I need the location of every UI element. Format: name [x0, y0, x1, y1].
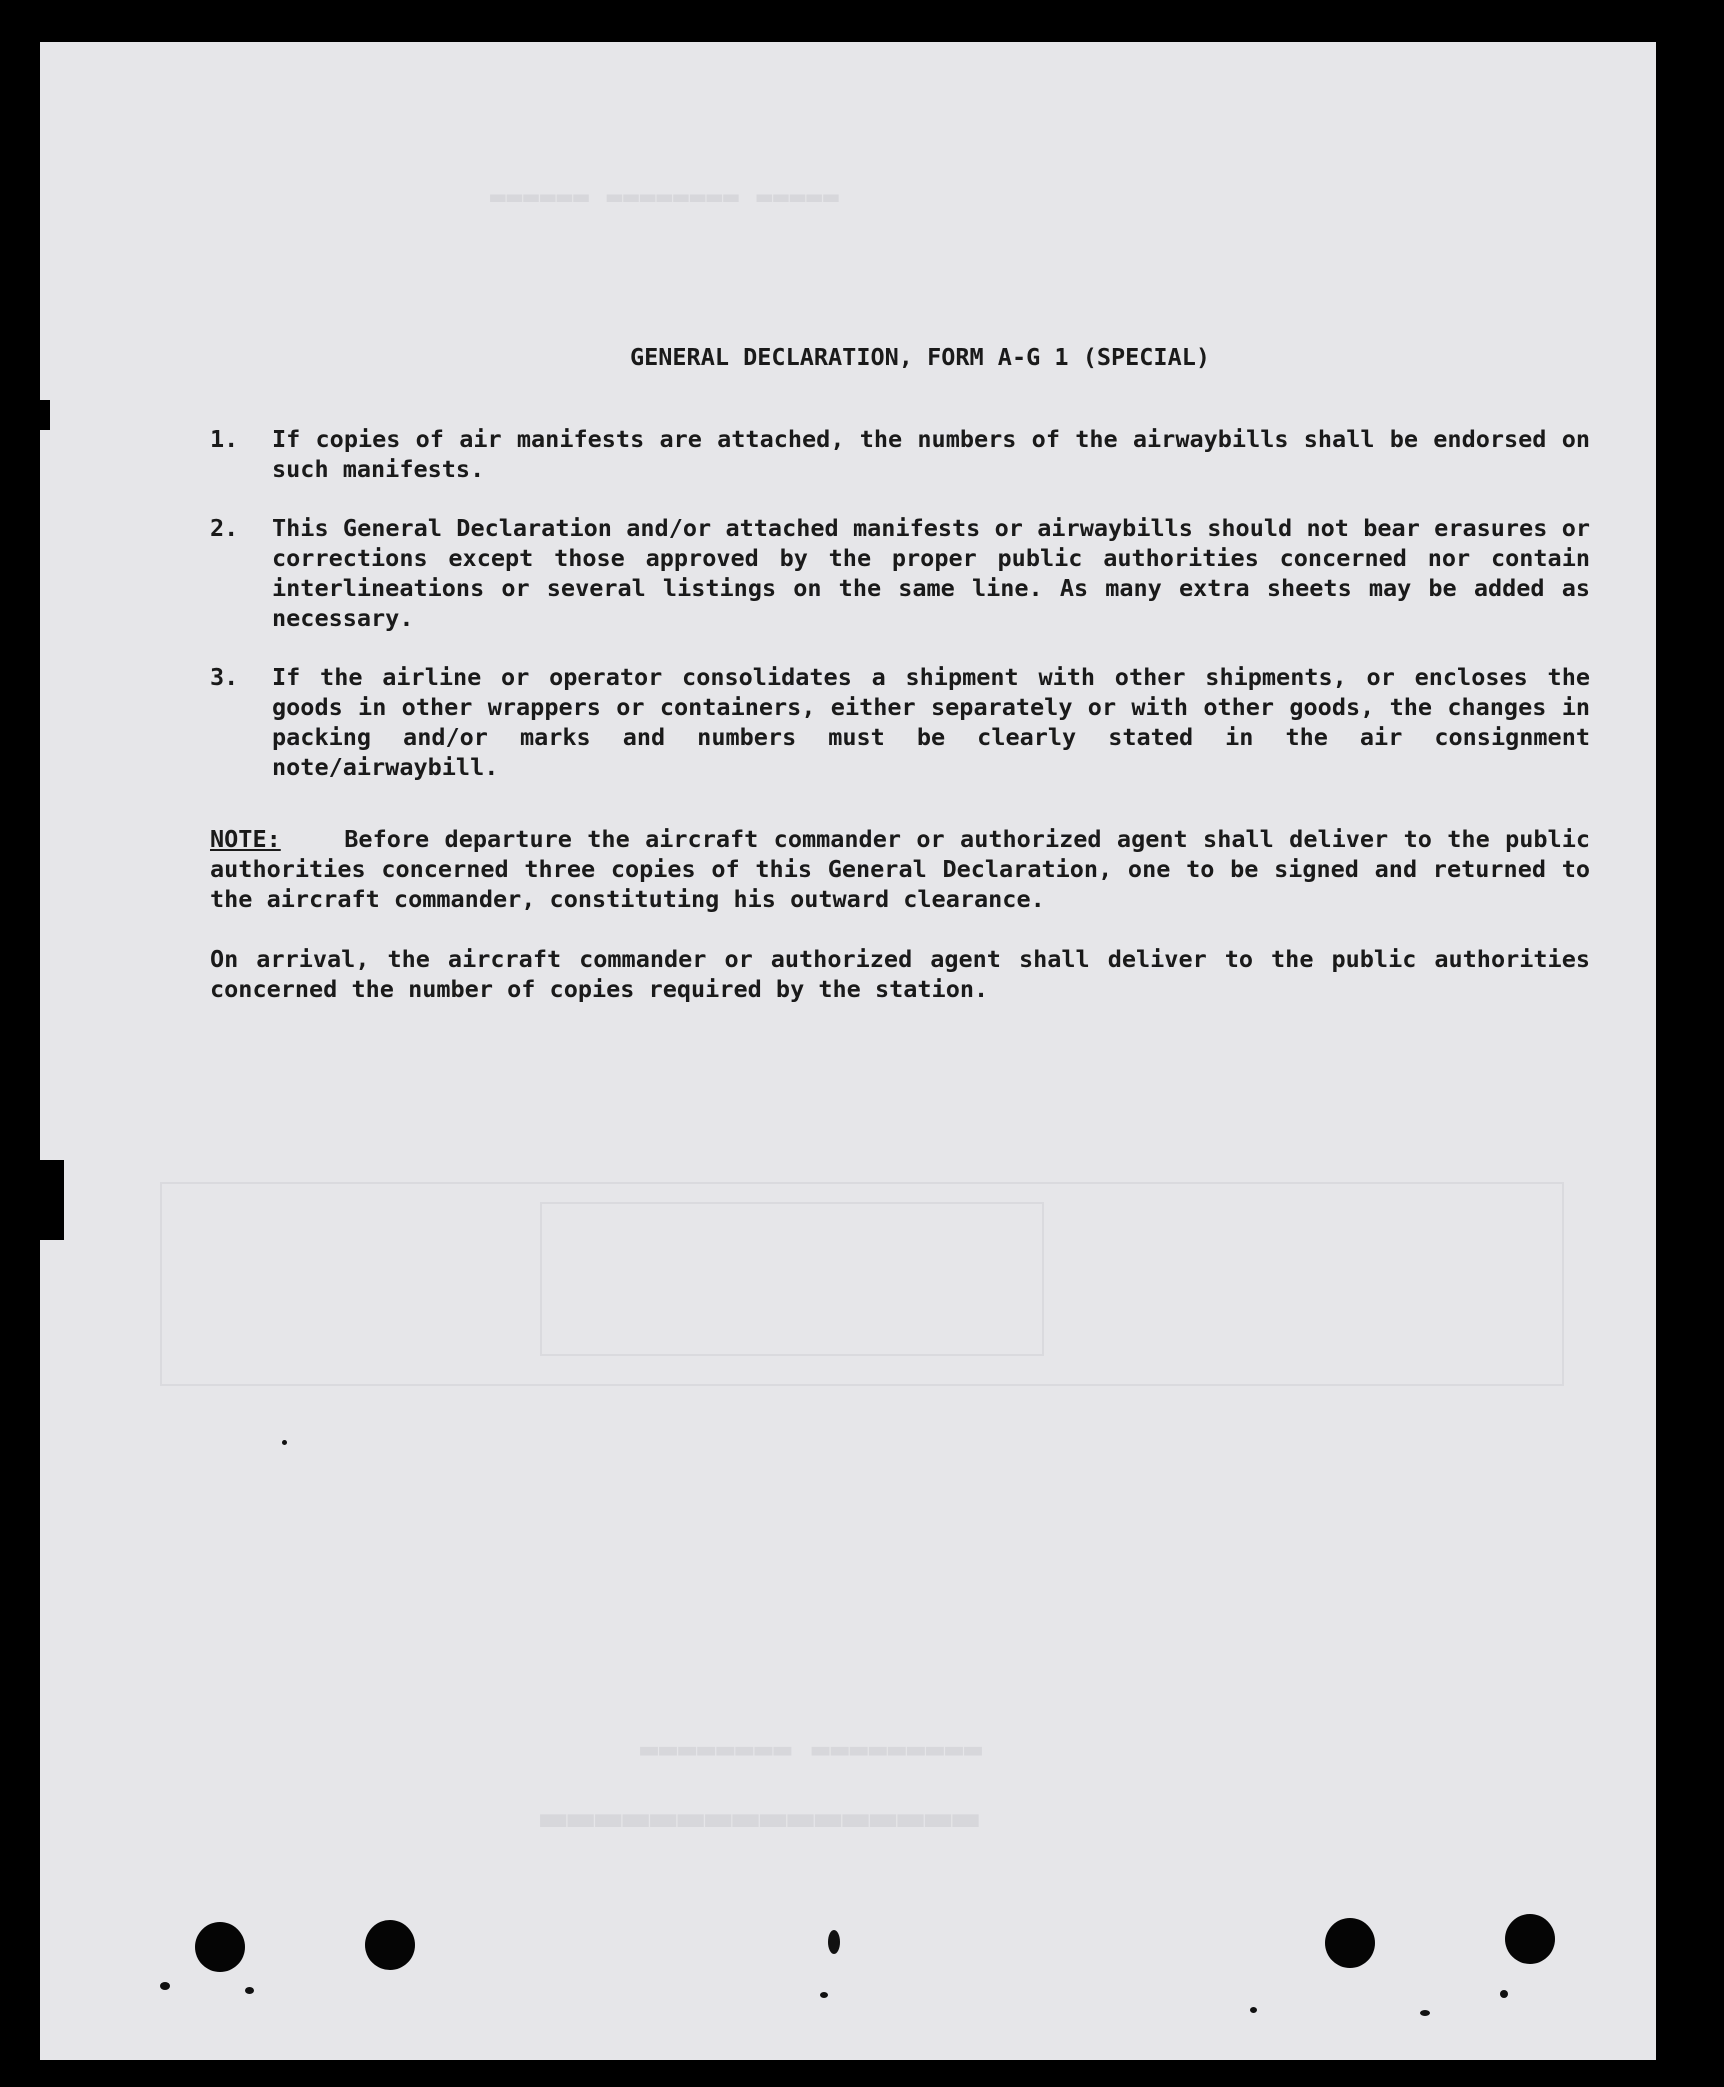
ink-speck [160, 1982, 170, 1990]
list-item [210, 424, 1590, 484]
punch-hole [1505, 1914, 1555, 1964]
ink-speck [1250, 2007, 1257, 2013]
item-text: If the airline or operator consolidates a shipment with other shipments, or encloses the goods in other wrappers or containers, either separately or with other goods, the changes in packing and/or marks and numbers must be clearly stated in the air consignment note/airwaybill. [272, 663, 1590, 781]
punch-hole [365, 1920, 415, 1970]
punch-hole [1325, 1918, 1375, 1968]
ink-speck [282, 1440, 287, 1445]
bleed-through-text: ▬▬▬▬▬▬ ▬▬▬▬▬▬▬▬ ▬▬▬▬▬ [490, 182, 840, 212]
list-item [210, 662, 1590, 782]
ink-speck [245, 1987, 254, 1994]
page-edge-notch [36, 400, 50, 430]
bleed-through-box [540, 1202, 1044, 1356]
declaration-text-block [210, 342, 1590, 1034]
punch-hole [195, 1922, 245, 1972]
list-item [210, 513, 1590, 633]
item-text: This General Declaration and/or attached manifests or airwaybills should not bear erasures or corrections except those approved by the proper public authorities concerned nor contain interlineations or several listings on the same line. As many extra sheets may be added as necessary. [272, 514, 1590, 632]
item-text: If copies of air manifests are attached, the numbers of the airwaybills shall be endorsed on such manifests. [272, 425, 1590, 483]
ink-speck [828, 1930, 840, 1954]
note-label: NOTE: [210, 825, 281, 853]
page-title: GENERAL DECLARATION, FORM A-G 1 (SPECIAL) [629, 343, 1211, 371]
arrival-paragraph: On arrival, the aircraft commander or authorized agent shall deliver to the public authorities concerned the number of copies required by the station. [210, 945, 1590, 1003]
page-edge-notch [36, 1160, 64, 1240]
ink-speck [1500, 1990, 1508, 1998]
ink-speck [820, 1992, 828, 1998]
document-page [40, 42, 1656, 2060]
note-paragraph [210, 824, 1590, 914]
ink-speck [1420, 2010, 1430, 2016]
note-text: Before departure the aircraft commander or authorized agent shall deliver to the public authorities concerned three copies of this General Declaration, one to be signed and returned to the aircraft commander, constituting his outward clearance. [210, 825, 1590, 913]
item-number: 1. [210, 425, 239, 453]
bleed-through-text: ▬▬▬▬▬▬▬▬ ▬▬▬▬▬▬▬▬▬ [640, 1732, 984, 1767]
item-number: 2. [210, 514, 239, 542]
item-number: 3. [210, 663, 239, 691]
bleed-through-text: ▬▬▬▬▬▬▬▬▬▬▬▬▬▬▬▬ [540, 1792, 980, 1843]
